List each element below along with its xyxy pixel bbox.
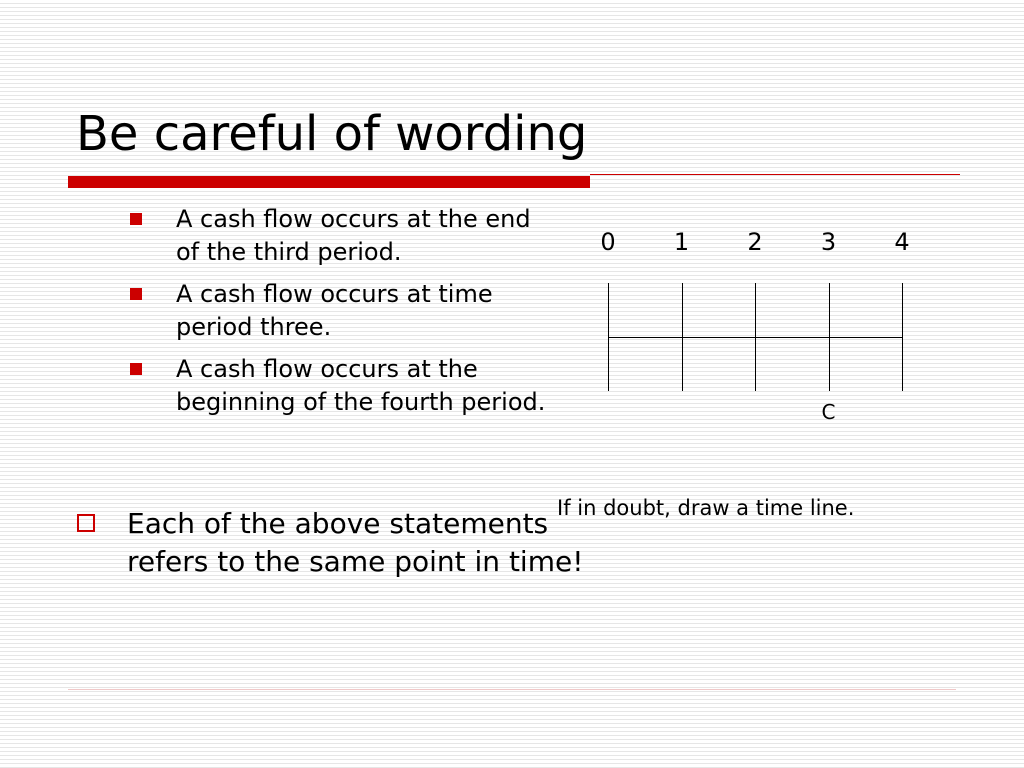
sub-bullet-text: A cash flow occurs at the beginning of the fourth period. [176,355,546,416]
main-bullet-item [76,505,597,581]
hollow-square-bullet-icon [77,514,95,532]
period-tick [608,283,609,391]
period-label: 0 [600,228,616,256]
title-underline-thin [590,174,960,175]
period-label: 1 [673,228,690,256]
period-tick [829,283,830,391]
period-label: 4 [894,228,910,256]
period-tick [682,283,683,391]
sub-bullet-item [128,353,548,419]
footer-divider [68,689,956,690]
period-label: 2 [747,228,763,256]
sub-bullet-text: A cash flow occurs at time period three. [176,280,493,341]
sub-bullet-item [128,278,548,344]
period-tick [902,283,903,391]
time-line-diagram [560,220,940,430]
main-bullet-text: Each of the above statements refers to the same point in time! [127,507,584,578]
sub-bullet-text: A cash flow occurs at the end of the third period. [176,205,531,266]
sub-bullet-item [128,203,548,269]
period-label: 3 [820,228,837,256]
cash-flow-marker-label: C [821,400,836,424]
filled-square-bullet-icon [130,213,142,225]
slide-title: Be careful of wording [76,106,588,162]
sub-bullet-list [128,203,548,428]
time-line-note: If in doubt, draw a time line. [557,496,855,520]
title-underline-thick [68,176,590,188]
filled-square-bullet-icon [130,363,142,375]
filled-square-bullet-icon [130,288,142,300]
period-tick [755,283,756,391]
